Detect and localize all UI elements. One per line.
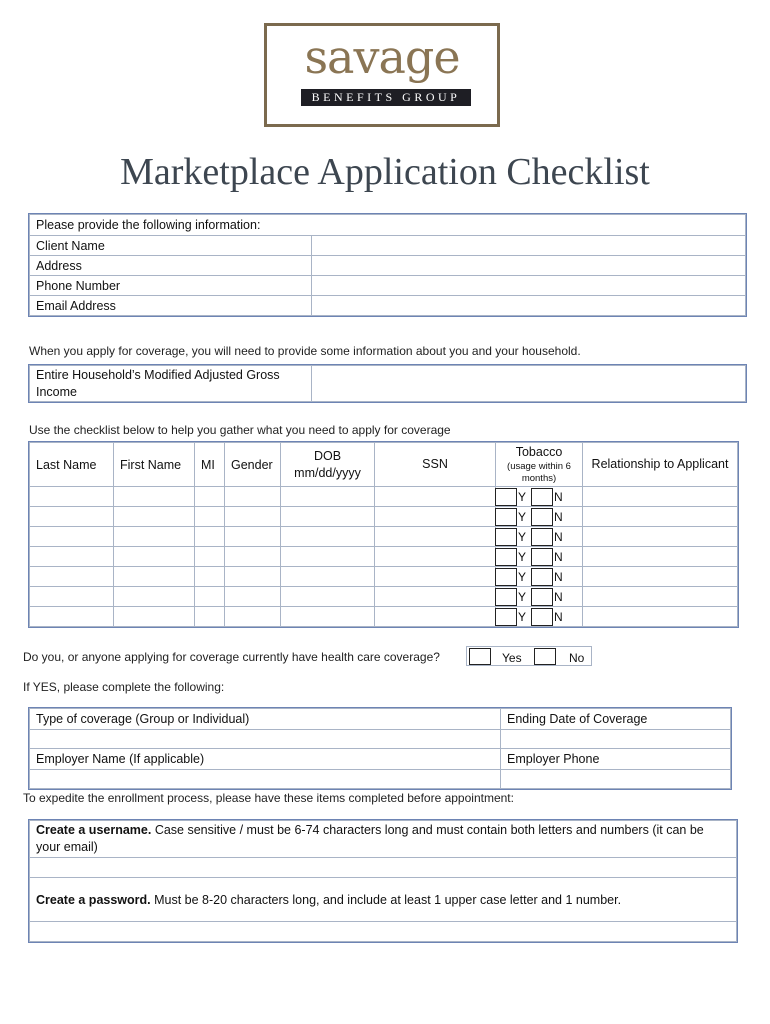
phone-label: Phone Number xyxy=(30,276,312,296)
tobacco-cell xyxy=(496,527,583,547)
member-row xyxy=(30,567,738,587)
income-label: Entire Household’s Modified Adjusted Gross Income xyxy=(30,366,312,402)
tobacco-cell xyxy=(496,547,583,567)
gender-cell[interactable] xyxy=(225,607,281,627)
coverage-no-checkbox[interactable] xyxy=(534,648,556,665)
dob-label: DOB xyxy=(313,448,342,463)
ssn-cell[interactable] xyxy=(375,547,496,567)
tobacco-no-checkbox[interactable] xyxy=(531,608,553,626)
coverage-table xyxy=(29,708,731,789)
checklist-intro: Use the checklist below to help you gather what you need to apply for coverage xyxy=(29,423,451,437)
tobacco-yes-checkbox[interactable] xyxy=(495,548,517,566)
coverage-yes-checkbox[interactable] xyxy=(469,648,491,665)
relationship-header: Relationship to Applicant xyxy=(583,443,738,487)
mi-cell[interactable] xyxy=(195,587,225,607)
tobacco-no-checkbox[interactable] xyxy=(531,568,553,586)
tobacco-cell xyxy=(496,607,583,627)
tobacco-no-label: N xyxy=(554,550,563,564)
employer-name-label: Employer Name (If applicable) xyxy=(30,749,501,770)
ssn-cell[interactable] xyxy=(375,487,496,507)
phone-field[interactable] xyxy=(312,276,746,296)
tobacco-no-label: N xyxy=(554,590,563,604)
username-instruction xyxy=(30,821,737,858)
if-yes-instruction: If YES, please complete the following: xyxy=(23,680,225,694)
coverage-type-field[interactable] xyxy=(30,730,501,749)
mi-cell[interactable] xyxy=(195,507,225,527)
first-name-cell[interactable] xyxy=(114,487,195,507)
tobacco-yes-checkbox[interactable] xyxy=(495,508,517,526)
dob-cell[interactable] xyxy=(281,607,375,627)
tobacco-cell xyxy=(496,587,583,607)
first-name-cell[interactable] xyxy=(114,607,195,627)
tobacco-no-checkbox[interactable] xyxy=(531,528,553,546)
tobacco-cell xyxy=(496,487,583,507)
tobacco-no-checkbox[interactable] xyxy=(531,548,553,566)
page-title: Marketplace Application Checklist xyxy=(120,151,650,193)
tobacco-yes-checkbox[interactable] xyxy=(495,488,517,506)
ssn-cell[interactable] xyxy=(375,587,496,607)
gender-cell[interactable] xyxy=(225,487,281,507)
first-name-header: First Name xyxy=(114,443,195,487)
household-members-table xyxy=(29,442,738,627)
coverage-type-label: Type of coverage (Group or Individual) xyxy=(30,709,501,730)
tobacco-cell xyxy=(496,507,583,527)
income-field[interactable] xyxy=(312,366,746,402)
ssn-cell[interactable] xyxy=(375,507,496,527)
last-name-cell[interactable] xyxy=(30,587,114,607)
mi-cell[interactable] xyxy=(195,487,225,507)
tobacco-yes-label: Y xyxy=(518,530,527,544)
relationship-cell[interactable] xyxy=(583,587,738,607)
ssn-header: SSN xyxy=(375,443,496,487)
logo-wordmark: savage xyxy=(304,30,460,84)
tobacco-no-label: N xyxy=(554,490,563,504)
tobacco-no-checkbox[interactable] xyxy=(531,588,553,606)
tobacco-yes-label: Y xyxy=(518,490,527,504)
tobacco-cell xyxy=(496,567,583,587)
first-name-cell[interactable] xyxy=(114,567,195,587)
address-label: Address xyxy=(30,256,312,276)
dob-cell[interactable] xyxy=(281,587,375,607)
last-name-cell[interactable] xyxy=(30,487,114,507)
coverage-yes-label: Yes xyxy=(502,651,522,665)
client-name-label: Client Name xyxy=(30,236,312,256)
relationship-cell[interactable] xyxy=(583,487,738,507)
gender-header: Gender xyxy=(225,443,281,487)
first-name-cell[interactable] xyxy=(114,547,195,567)
tobacco-no-label: N xyxy=(554,510,563,524)
coverage-question: Do you, or anyone applying for coverage currently have health care coverage? xyxy=(23,650,440,664)
tobacco-yes-checkbox[interactable] xyxy=(495,588,517,606)
last-name-header: Last Name xyxy=(30,443,114,487)
ending-date-field[interactable] xyxy=(501,730,731,749)
tobacco-no-label: N xyxy=(554,610,563,624)
tobacco-no-checkbox[interactable] xyxy=(531,508,553,526)
mi-cell[interactable] xyxy=(195,607,225,627)
dob-cell[interactable] xyxy=(281,487,375,507)
gender-cell[interactable] xyxy=(225,547,281,567)
gender-cell[interactable] xyxy=(225,507,281,527)
last-name-cell[interactable] xyxy=(30,507,114,527)
tobacco-no-checkbox[interactable] xyxy=(531,488,553,506)
client-info-table xyxy=(29,214,746,316)
relationship-cell[interactable] xyxy=(583,607,738,627)
tobacco-yes-label: Y xyxy=(518,550,527,564)
member-row xyxy=(30,527,738,547)
member-row xyxy=(30,607,738,627)
tobacco-yes-label: Y xyxy=(518,590,527,604)
income-table xyxy=(29,365,746,402)
tobacco-header xyxy=(496,443,583,487)
member-row xyxy=(30,507,738,527)
password-requirements: Must be 8-20 characters long, and include at least 1 upper case letter and 1 number. xyxy=(154,892,622,907)
mi-cell[interactable] xyxy=(195,527,225,547)
first-name-cell[interactable] xyxy=(114,527,195,547)
relationship-cell[interactable] xyxy=(583,547,738,567)
relationship-cell[interactable] xyxy=(583,527,738,547)
coverage-no-label: No xyxy=(569,651,585,665)
dob-cell[interactable] xyxy=(281,527,375,547)
gender-cell[interactable] xyxy=(225,567,281,587)
member-row xyxy=(30,547,738,567)
mi-cell[interactable] xyxy=(195,547,225,567)
ssn-cell[interactable] xyxy=(375,567,496,587)
household-intro: When you apply for coverage, you will need to provide some information about you and your household. xyxy=(29,344,581,358)
tobacco-no-label: N xyxy=(554,570,563,584)
client-name-field[interactable] xyxy=(312,236,746,256)
dob-cell[interactable] xyxy=(281,567,375,587)
ssn-cell[interactable] xyxy=(375,607,496,627)
dob-cell[interactable] xyxy=(281,507,375,527)
company-logo xyxy=(264,23,500,127)
employer-name-field[interactable] xyxy=(30,770,501,789)
email-field[interactable] xyxy=(312,296,746,316)
expedite-instruction: To expedite the enrollment process, please have these items completed before appointment: xyxy=(23,791,514,805)
mi-cell[interactable] xyxy=(195,567,225,587)
tobacco-label: Tobacco xyxy=(515,445,563,459)
tobacco-yes-checkbox[interactable] xyxy=(495,528,517,546)
email-label: Email Address xyxy=(30,296,312,316)
first-name-cell[interactable] xyxy=(114,587,195,607)
dob-cell[interactable] xyxy=(281,547,375,567)
account-setup-table xyxy=(29,820,737,942)
username-field[interactable] xyxy=(30,858,737,878)
client-info-header: Please provide the following information: xyxy=(30,215,746,236)
employer-phone-field[interactable] xyxy=(501,770,731,789)
gender-cell[interactable] xyxy=(225,587,281,607)
tobacco-yes-label: Y xyxy=(518,510,527,524)
member-row xyxy=(30,487,738,507)
last-name-cell[interactable] xyxy=(30,607,114,627)
tobacco-yes-checkbox[interactable] xyxy=(495,568,517,586)
username-title: Create a username. xyxy=(36,823,152,837)
last-name-cell[interactable] xyxy=(30,547,114,567)
coverage-answer-group xyxy=(466,646,592,666)
relationship-cell[interactable] xyxy=(583,567,738,587)
last-name-cell[interactable] xyxy=(30,527,114,547)
gender-cell[interactable] xyxy=(225,527,281,547)
relationship-cell[interactable] xyxy=(583,507,738,527)
ending-date-label: Ending Date of Coverage xyxy=(501,709,731,730)
tobacco-yes-label: Y xyxy=(518,570,527,584)
address-field[interactable] xyxy=(312,256,746,276)
dob-header xyxy=(281,443,375,487)
tobacco-yes-label: Y xyxy=(518,610,527,624)
logo-tagline: BENEFITS GROUP xyxy=(301,89,471,106)
tobacco-no-label: N xyxy=(554,530,563,544)
first-name-cell[interactable] xyxy=(114,507,195,527)
mi-header: MI xyxy=(195,443,225,487)
username-requirements: Case sensitive / must be 6-74 characters long and must contain both letters and numbers (it can be your email) xyxy=(36,823,704,854)
member-row xyxy=(30,587,738,607)
dob-format: mm/dd/yyyy xyxy=(294,465,361,480)
password-title: Create a password. xyxy=(36,892,151,907)
tobacco-yes-checkbox[interactable] xyxy=(495,608,517,626)
last-name-cell[interactable] xyxy=(30,567,114,587)
password-instruction xyxy=(30,878,737,922)
tobacco-note: (usage within 6 months) xyxy=(507,461,571,484)
password-field[interactable] xyxy=(30,922,737,942)
employer-phone-label: Employer Phone xyxy=(501,749,731,770)
ssn-cell[interactable] xyxy=(375,527,496,547)
